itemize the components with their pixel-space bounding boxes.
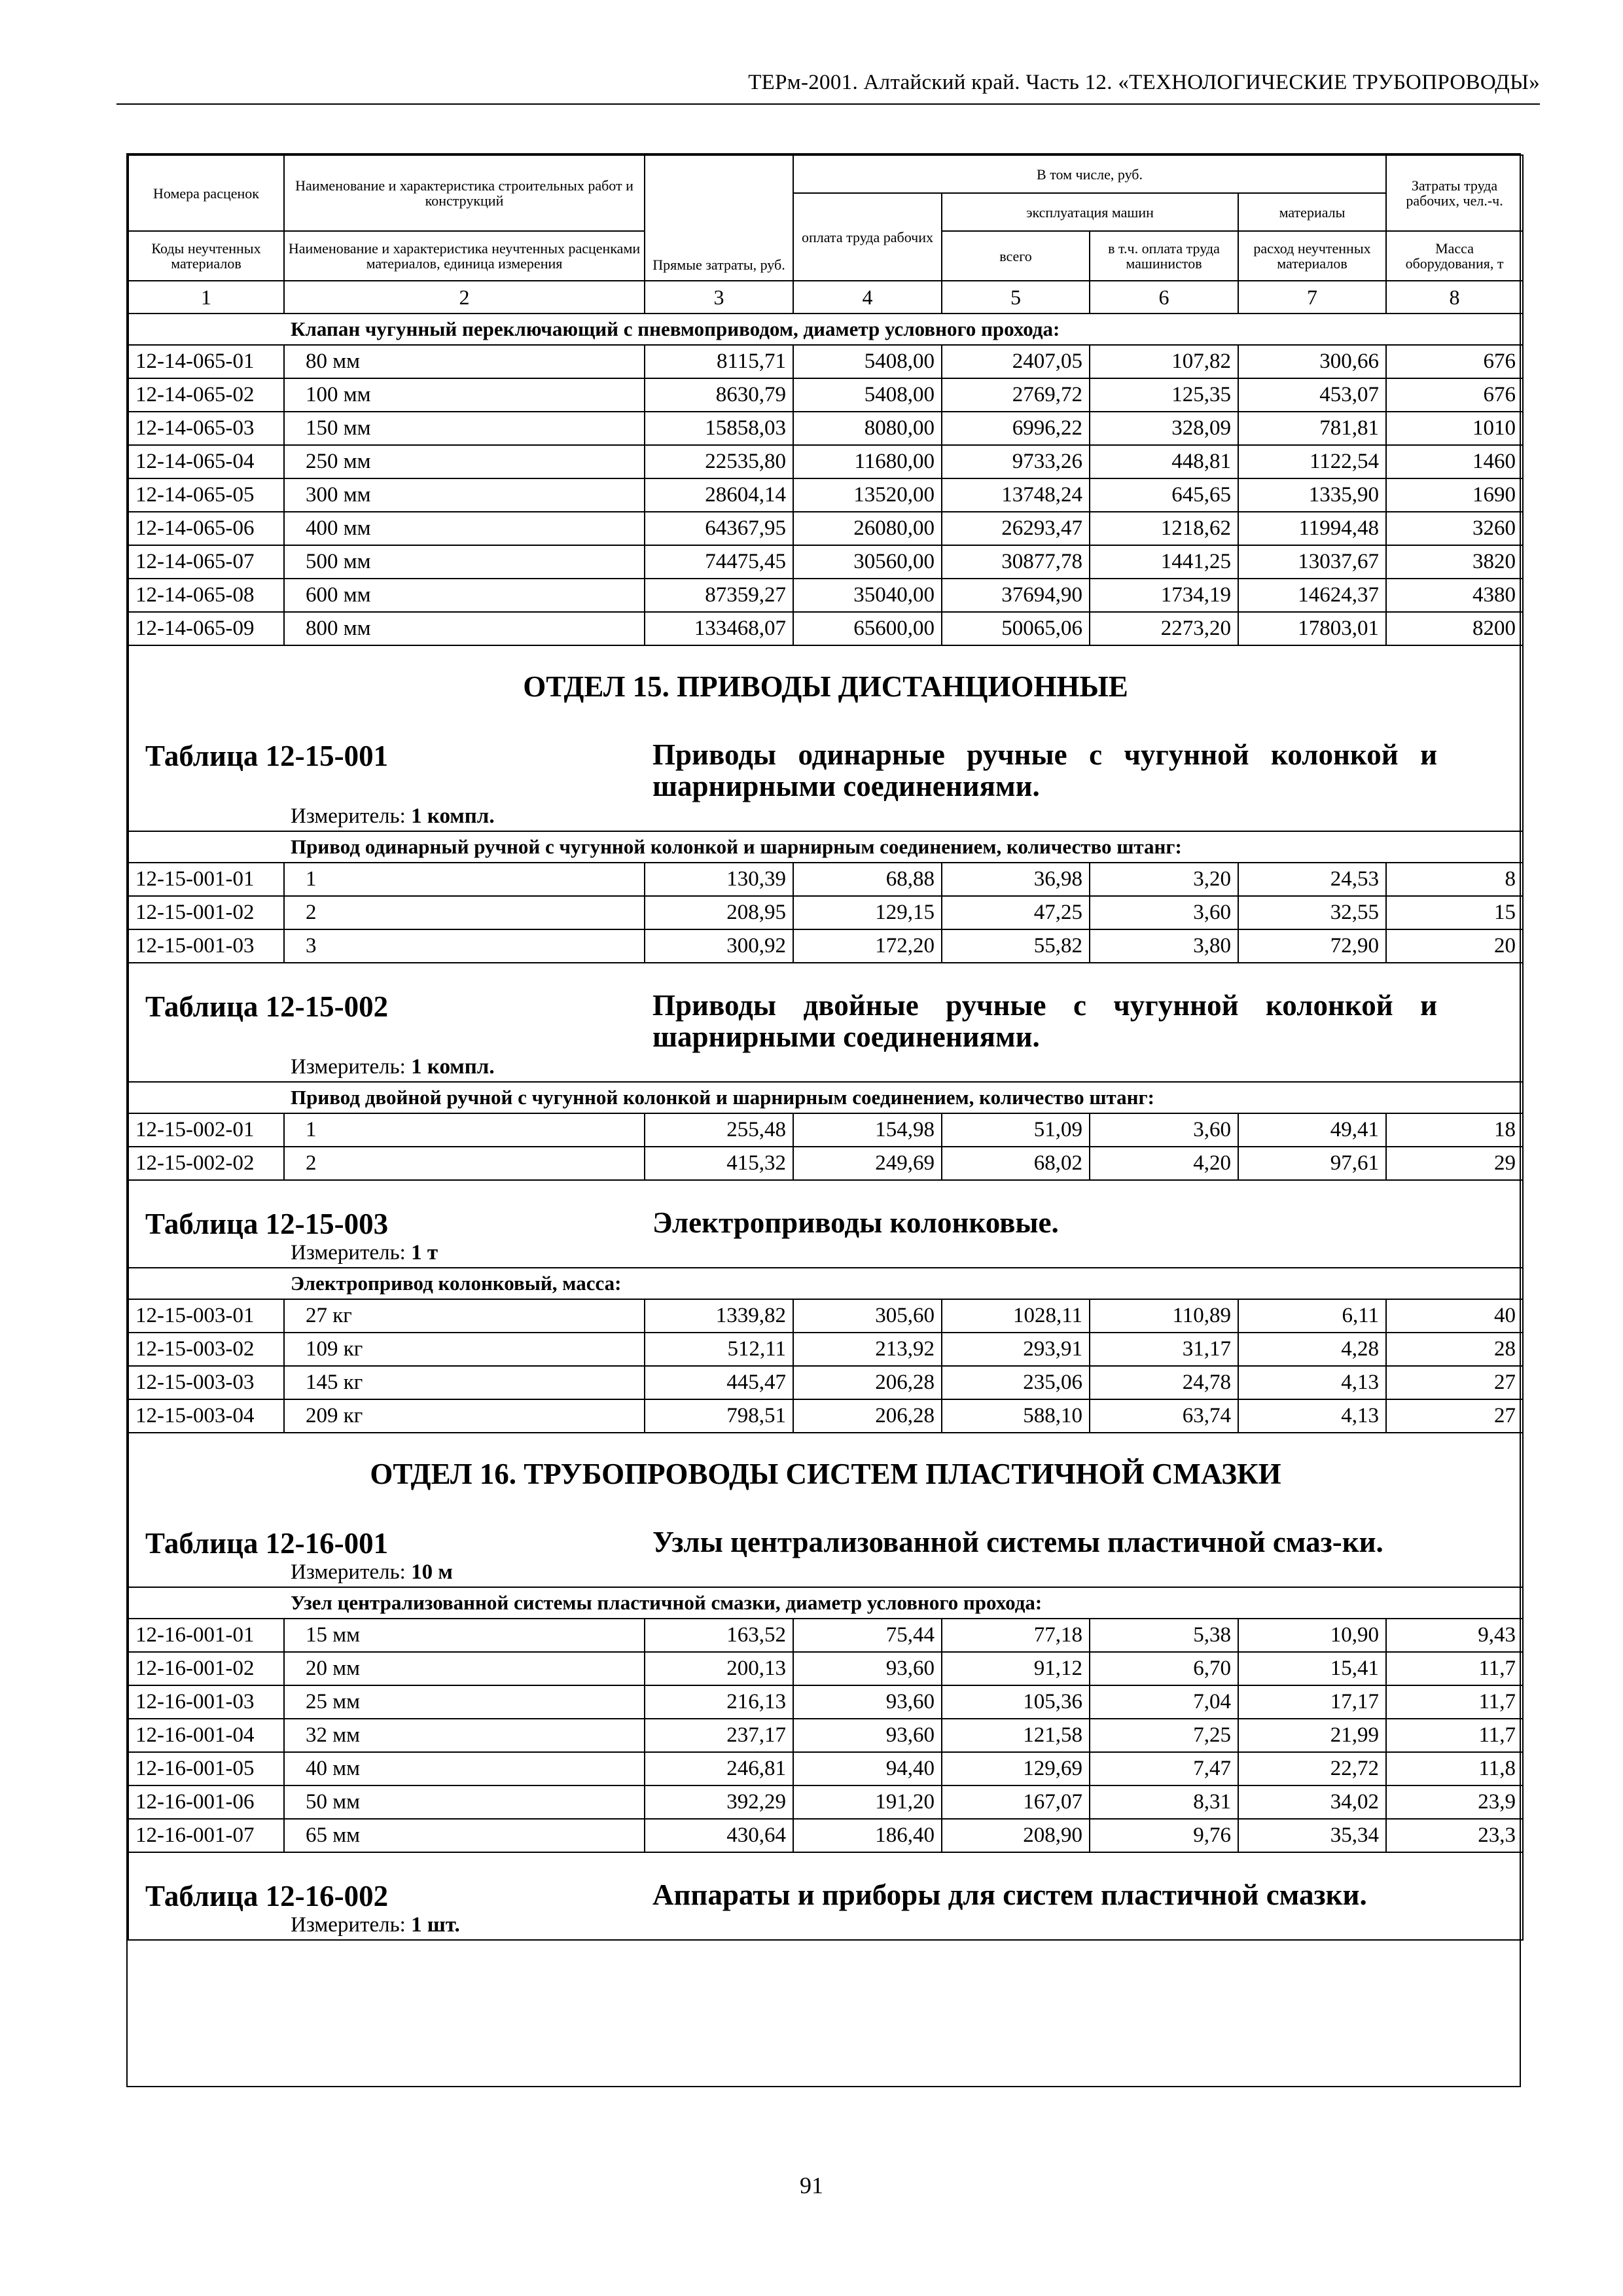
labor-or-mass: 11,8 [1386, 1752, 1523, 1785]
materials-cost: 24,53 [1238, 863, 1386, 896]
col-number: 1 [128, 281, 284, 314]
rate-code: 12-14-065-07 [128, 545, 284, 579]
machines-total: 13748,24 [942, 478, 1090, 512]
group-heading: Привод одинарный ручной с чугунной колонкой и шарнирным соединением, количество штанг: [128, 831, 1523, 863]
rate-name: 600 мм [284, 579, 645, 612]
wages: 5408,00 [793, 345, 942, 378]
wages: 35040,00 [793, 579, 942, 612]
col-number: 8 [1386, 281, 1523, 314]
head-wages: оплата труда рабочих [793, 193, 942, 281]
machines-total: 235,06 [942, 1366, 1090, 1399]
direct-costs: 415,32 [645, 1147, 793, 1180]
machines-total: 36,98 [942, 863, 1090, 896]
head-rate-numbers: Номера расценок [128, 155, 284, 231]
rate-code: 12-14-065-03 [128, 412, 284, 445]
materials-cost: 6,11 [1238, 1299, 1386, 1333]
labor-or-mass: 1690 [1386, 478, 1523, 512]
table-row [128, 1113, 1523, 1147]
labor-or-mass: 28 [1386, 1333, 1523, 1366]
table-row [128, 1147, 1523, 1180]
rate-name: 145 кг [284, 1366, 645, 1399]
direct-costs: 163,52 [645, 1619, 793, 1652]
table-row [128, 545, 1523, 579]
machinists-wages: 7,47 [1090, 1752, 1238, 1785]
table-number: Таблица 12-16-001 [145, 1527, 389, 1560]
head-materials: материалы [1238, 193, 1386, 231]
col-number: 4 [793, 281, 942, 314]
table-row [128, 345, 1523, 378]
rate-name: 40 мм [284, 1752, 645, 1785]
rate-name: 150 мм [284, 412, 645, 445]
table-row [128, 1752, 1523, 1785]
rate-name: 27 кг [284, 1299, 645, 1333]
section-title: ОТДЕЛ 15. ПРИВОДЫ ДИСТАНЦИОННЫЕ [523, 670, 1128, 703]
table-row [128, 478, 1523, 512]
direct-costs: 512,11 [645, 1333, 793, 1366]
machinists-wages: 125,35 [1090, 378, 1238, 412]
labor-or-mass: 23,3 [1386, 1819, 1523, 1852]
table-row [128, 1719, 1523, 1752]
col-number: 5 [942, 281, 1090, 314]
table-number: Таблица 12-15-002 [145, 990, 389, 1023]
measure-unit: Измеритель: 1 компл. [291, 804, 495, 828]
materials-cost: 1122,54 [1238, 445, 1386, 478]
head-including: В том числе, руб. [793, 155, 1386, 193]
head-labor: Затраты труда рабочих, чел.-ч. [1386, 155, 1523, 231]
machines-total: 47,25 [942, 896, 1090, 929]
wages: 305,60 [793, 1299, 942, 1333]
rate-code: 12-14-065-08 [128, 579, 284, 612]
rate-name: 25 мм [284, 1685, 645, 1719]
machinists-wages: 3,20 [1090, 863, 1238, 896]
head-machines: эксплуатация машин [942, 193, 1238, 231]
materials-cost: 1335,90 [1238, 478, 1386, 512]
direct-costs: 8630,79 [645, 378, 793, 412]
machines-total: 167,07 [942, 1785, 1090, 1819]
direct-costs: 208,95 [645, 896, 793, 929]
group-heading: Узел централизованной системы пластичной смазки, диаметр условного прохода: [128, 1587, 1523, 1619]
materials-cost: 17,17 [1238, 1685, 1386, 1719]
rate-code: 12-16-001-03 [128, 1685, 284, 1719]
measure-unit: Измеритель: 10 м [291, 1560, 453, 1584]
rate-code: 12-16-001-02 [128, 1652, 284, 1685]
wages: 93,60 [793, 1685, 942, 1719]
rate-name: 65 мм [284, 1819, 645, 1852]
materials-cost: 781,81 [1238, 412, 1386, 445]
labor-or-mass: 29 [1386, 1147, 1523, 1180]
machines-total: 2407,05 [942, 345, 1090, 378]
machinists-wages: 1218,62 [1090, 512, 1238, 545]
table-row [128, 1399, 1523, 1433]
measure-unit: Измеритель: 1 шт. [291, 1913, 460, 1937]
table-row [128, 1652, 1523, 1685]
machinists-wages: 448,81 [1090, 445, 1238, 478]
direct-costs: 237,17 [645, 1719, 793, 1752]
direct-costs: 445,47 [645, 1366, 793, 1399]
machines-total: 37694,90 [942, 579, 1090, 612]
materials-cost: 35,34 [1238, 1819, 1386, 1852]
direct-costs: 392,29 [645, 1785, 793, 1819]
table-row [128, 1366, 1523, 1399]
labor-or-mass: 23,9 [1386, 1785, 1523, 1819]
wages: 65600,00 [793, 612, 942, 645]
rate-code: 12-15-003-04 [128, 1399, 284, 1433]
table-row [128, 1299, 1523, 1333]
wages: 93,60 [793, 1719, 942, 1752]
head-direct-costs: Прямые затраты, руб. [645, 155, 793, 281]
rates-table-frame [126, 153, 1521, 2087]
wages: 68,88 [793, 863, 942, 896]
labor-or-mass: 9,43 [1386, 1619, 1523, 1652]
rate-name: 50 мм [284, 1785, 645, 1819]
machinists-wages: 328,09 [1090, 412, 1238, 445]
materials-cost: 13037,67 [1238, 545, 1386, 579]
materials-cost: 34,02 [1238, 1785, 1386, 1819]
wages: 206,28 [793, 1366, 942, 1399]
rate-code: 12-16-001-05 [128, 1752, 284, 1785]
machines-total: 9733,26 [942, 445, 1090, 478]
direct-costs: 798,51 [645, 1399, 793, 1433]
rate-name: 20 мм [284, 1652, 645, 1685]
col-number: 3 [645, 281, 793, 314]
labor-or-mass: 676 [1386, 345, 1523, 378]
rate-code: 12-14-065-02 [128, 378, 284, 412]
running-header: ТЕРм-2001. Алтайский край. Часть 12. «ТЕХНОЛОГИЧЕСКИЕ ТРУБОПРОВОДЫ» [748, 71, 1540, 94]
labor-or-mass: 18 [1386, 1113, 1523, 1147]
wages: 8080,00 [793, 412, 942, 445]
machinists-wages: 1734,19 [1090, 579, 1238, 612]
rate-code: 12-16-001-01 [128, 1619, 284, 1652]
machines-total: 208,90 [942, 1819, 1090, 1852]
rate-name: 300 мм [284, 478, 645, 512]
table-row [128, 929, 1523, 963]
header-rule [116, 103, 1540, 105]
machines-total: 2769,72 [942, 378, 1090, 412]
labor-or-mass: 4380 [1386, 579, 1523, 612]
materials-cost: 22,72 [1238, 1752, 1386, 1785]
table-row [128, 1333, 1523, 1366]
head-machinists-wages: в т.ч. оплата труда машинистов [1090, 231, 1238, 281]
wages: 30560,00 [793, 545, 942, 579]
machinists-wages: 110,89 [1090, 1299, 1238, 1333]
wages: 213,92 [793, 1333, 942, 1366]
machinists-wages: 9,76 [1090, 1819, 1238, 1852]
wages: 13520,00 [793, 478, 942, 512]
rates-table [128, 154, 1524, 1941]
materials-cost: 4,13 [1238, 1366, 1386, 1399]
machinists-wages: 4,20 [1090, 1147, 1238, 1180]
machinists-wages: 645,65 [1090, 478, 1238, 512]
direct-costs: 200,13 [645, 1652, 793, 1685]
wages: 26080,00 [793, 512, 942, 545]
rate-name: 250 мм [284, 445, 645, 478]
table-number: Таблица 12-15-003 [145, 1208, 389, 1240]
rate-code: 12-14-065-06 [128, 512, 284, 545]
rate-code: 12-16-001-07 [128, 1819, 284, 1852]
direct-costs: 430,64 [645, 1819, 793, 1852]
direct-costs: 64367,95 [645, 512, 793, 545]
wages: 172,20 [793, 929, 942, 963]
rate-code: 12-15-003-03 [128, 1366, 284, 1399]
table-row [128, 1619, 1523, 1652]
rate-name: 209 кг [284, 1399, 645, 1433]
wages: 249,69 [793, 1147, 942, 1180]
rate-code: 12-15-002-02 [128, 1147, 284, 1180]
materials-cost: 72,90 [1238, 929, 1386, 963]
table-row [128, 1685, 1523, 1719]
machinists-wages: 5,38 [1090, 1619, 1238, 1652]
table-description: Приводы одинарные ручные с чугунной колонкой и шарнирными соединениями. [652, 738, 1438, 802]
machinists-wages: 3,60 [1090, 896, 1238, 929]
wages: 11680,00 [793, 445, 942, 478]
rate-name: 32 мм [284, 1719, 645, 1752]
machines-total: 26293,47 [942, 512, 1090, 545]
labor-or-mass: 11,7 [1386, 1685, 1523, 1719]
machinists-wages: 24,78 [1090, 1366, 1238, 1399]
labor-or-mass: 20 [1386, 929, 1523, 963]
table-description: Аппараты и приборы для систем пластичной смазки. [652, 1878, 1367, 1911]
materials-cost: 15,41 [1238, 1652, 1386, 1685]
table-number: Таблица 12-16-002 [145, 1880, 389, 1912]
materials-cost: 97,61 [1238, 1147, 1386, 1180]
wages: 75,44 [793, 1619, 942, 1652]
machinists-wages: 7,04 [1090, 1685, 1238, 1719]
materials-cost: 453,07 [1238, 378, 1386, 412]
rate-name: 1 [284, 1113, 645, 1147]
rate-code: 12-14-065-05 [128, 478, 284, 512]
direct-costs: 300,92 [645, 929, 793, 963]
materials-cost: 4,13 [1238, 1399, 1386, 1433]
page-number: 91 [800, 2172, 823, 2198]
materials-cost: 14624,37 [1238, 579, 1386, 612]
machines-total: 105,36 [942, 1685, 1090, 1719]
table-description: Приводы двойные ручные с чугунной колонкой и шарнирными соединениями. [652, 989, 1438, 1053]
head-material-codes: Коды неучтенных материалов [128, 231, 284, 281]
wages: 191,20 [793, 1785, 942, 1819]
table-number: Таблица 12-15-001 [145, 740, 389, 772]
direct-costs: 74475,45 [645, 545, 793, 579]
direct-costs: 87359,27 [645, 579, 793, 612]
wages: 129,15 [793, 896, 942, 929]
wages: 94,40 [793, 1752, 942, 1785]
labor-or-mass: 1010 [1386, 412, 1523, 445]
machines-total: 6996,22 [942, 412, 1090, 445]
rate-code: 12-14-065-01 [128, 345, 284, 378]
direct-costs: 133468,07 [645, 612, 793, 645]
table-row [128, 1785, 1523, 1819]
measure-unit: Измеритель: 1 компл. [291, 1055, 495, 1079]
group-heading: Привод двойной ручной с чугунной колонкой и шарнирным соединением, количество штанг: [128, 1082, 1523, 1113]
machinists-wages: 3,80 [1090, 929, 1238, 963]
machinists-wages: 7,25 [1090, 1719, 1238, 1752]
machinists-wages: 31,17 [1090, 1333, 1238, 1366]
direct-costs: 130,39 [645, 863, 793, 896]
machinists-wages: 3,60 [1090, 1113, 1238, 1147]
col-number: 2 [284, 281, 645, 314]
machines-total: 77,18 [942, 1619, 1090, 1652]
rate-code: 12-15-003-01 [128, 1299, 284, 1333]
table-row [128, 512, 1523, 545]
machines-total: 293,91 [942, 1333, 1090, 1366]
table-description: Узлы централизованной системы пластичной смаз-ки. [652, 1526, 1383, 1558]
table-row [128, 612, 1523, 645]
labor-or-mass: 3820 [1386, 545, 1523, 579]
machines-total: 588,10 [942, 1399, 1090, 1433]
machinists-wages: 2273,20 [1090, 612, 1238, 645]
materials-cost: 49,41 [1238, 1113, 1386, 1147]
materials-cost: 10,90 [1238, 1619, 1386, 1652]
table-row [128, 445, 1523, 478]
labor-or-mass: 27 [1386, 1366, 1523, 1399]
rate-name: 400 мм [284, 512, 645, 545]
machines-total: 91,12 [942, 1652, 1090, 1685]
rate-name: 800 мм [284, 612, 645, 645]
rate-name: 500 мм [284, 545, 645, 579]
machines-total: 129,69 [942, 1752, 1090, 1785]
materials-cost: 17803,01 [1238, 612, 1386, 645]
rate-name: 109 кг [284, 1333, 645, 1366]
table-row [128, 896, 1523, 929]
measure-unit: Измеритель: 1 т [291, 1241, 438, 1265]
direct-costs: 255,48 [645, 1113, 793, 1147]
labor-or-mass: 8 [1386, 863, 1523, 896]
rate-name: 15 мм [284, 1619, 645, 1652]
machines-total: 68,02 [942, 1147, 1090, 1180]
rate-code: 12-15-001-03 [128, 929, 284, 963]
group-heading: Клапан чугунный переключающий с пневмоприводом, диаметр условного прохода: [128, 314, 1523, 345]
rate-code: 12-15-003-02 [128, 1333, 284, 1366]
machines-total: 50065,06 [942, 612, 1090, 645]
labor-or-mass: 40 [1386, 1299, 1523, 1333]
labor-or-mass: 11,7 [1386, 1719, 1523, 1752]
head-equipment-mass: Масса оборудования, т [1386, 231, 1523, 281]
wages: 93,60 [793, 1652, 942, 1685]
machinists-wages: 8,31 [1090, 1785, 1238, 1819]
rate-name: 100 мм [284, 378, 645, 412]
head-material-names: Наименование и характеристика неучтенных расценками материалов, единица измерения [284, 231, 645, 281]
head-work-name: Наименование и характеристика строительных работ и конструкций [284, 155, 645, 231]
rate-code: 12-16-001-04 [128, 1719, 284, 1752]
direct-costs: 22535,80 [645, 445, 793, 478]
labor-or-mass: 676 [1386, 378, 1523, 412]
rate-name: 2 [284, 1147, 645, 1180]
labor-or-mass: 1460 [1386, 445, 1523, 478]
table-description: Электроприводы колонковые. [652, 1206, 1059, 1239]
direct-costs: 15858,03 [645, 412, 793, 445]
wages: 5408,00 [793, 378, 942, 412]
direct-costs: 1339,82 [645, 1299, 793, 1333]
direct-costs: 8115,71 [645, 345, 793, 378]
wages: 154,98 [793, 1113, 942, 1147]
direct-costs: 216,13 [645, 1685, 793, 1719]
labor-or-mass: 8200 [1386, 612, 1523, 645]
rate-code: 12-15-001-01 [128, 863, 284, 896]
materials-cost: 32,55 [1238, 896, 1386, 929]
materials-cost: 21,99 [1238, 1719, 1386, 1752]
wages: 186,40 [793, 1819, 942, 1852]
wages: 206,28 [793, 1399, 942, 1433]
rate-code: 12-16-001-06 [128, 1785, 284, 1819]
materials-cost: 11994,48 [1238, 512, 1386, 545]
direct-costs: 28604,14 [645, 478, 793, 512]
machines-total: 55,82 [942, 929, 1090, 963]
head-unaccounted-materials: расход неучтенных материалов [1238, 231, 1386, 281]
group-heading: Электропривод колонковый, масса: [128, 1268, 1523, 1299]
rate-name: 2 [284, 896, 645, 929]
col-number: 7 [1238, 281, 1386, 314]
col-number: 6 [1090, 281, 1238, 314]
section-title: ОТДЕЛ 16. ТРУБОПРОВОДЫ СИСТЕМ ПЛАСТИЧНОЙ СМАЗКИ [370, 1458, 1281, 1490]
machines-total: 51,09 [942, 1113, 1090, 1147]
labor-or-mass: 3260 [1386, 512, 1523, 545]
machinists-wages: 6,70 [1090, 1652, 1238, 1685]
labor-or-mass: 15 [1386, 896, 1523, 929]
rate-code: 12-15-001-02 [128, 896, 284, 929]
machinists-wages: 63,74 [1090, 1399, 1238, 1433]
labor-or-mass: 11,7 [1386, 1652, 1523, 1685]
materials-cost: 4,28 [1238, 1333, 1386, 1366]
table-row [128, 412, 1523, 445]
rate-name: 3 [284, 929, 645, 963]
rate-code: 12-15-002-01 [128, 1113, 284, 1147]
machines-total: 30877,78 [942, 545, 1090, 579]
rate-code: 12-14-065-09 [128, 612, 284, 645]
machinists-wages: 107,82 [1090, 345, 1238, 378]
labor-or-mass: 27 [1386, 1399, 1523, 1433]
direct-costs: 246,81 [645, 1752, 793, 1785]
table-row [128, 579, 1523, 612]
materials-cost: 300,66 [1238, 345, 1386, 378]
table-row [128, 863, 1523, 896]
rate-code: 12-14-065-04 [128, 445, 284, 478]
table-row [128, 1819, 1523, 1852]
rate-name: 1 [284, 863, 645, 896]
machinists-wages: 1441,25 [1090, 545, 1238, 579]
machines-total: 121,58 [942, 1719, 1090, 1752]
machines-total: 1028,11 [942, 1299, 1090, 1333]
table-row [128, 378, 1523, 412]
rate-name: 80 мм [284, 345, 645, 378]
head-machines-total: всего [942, 231, 1090, 281]
